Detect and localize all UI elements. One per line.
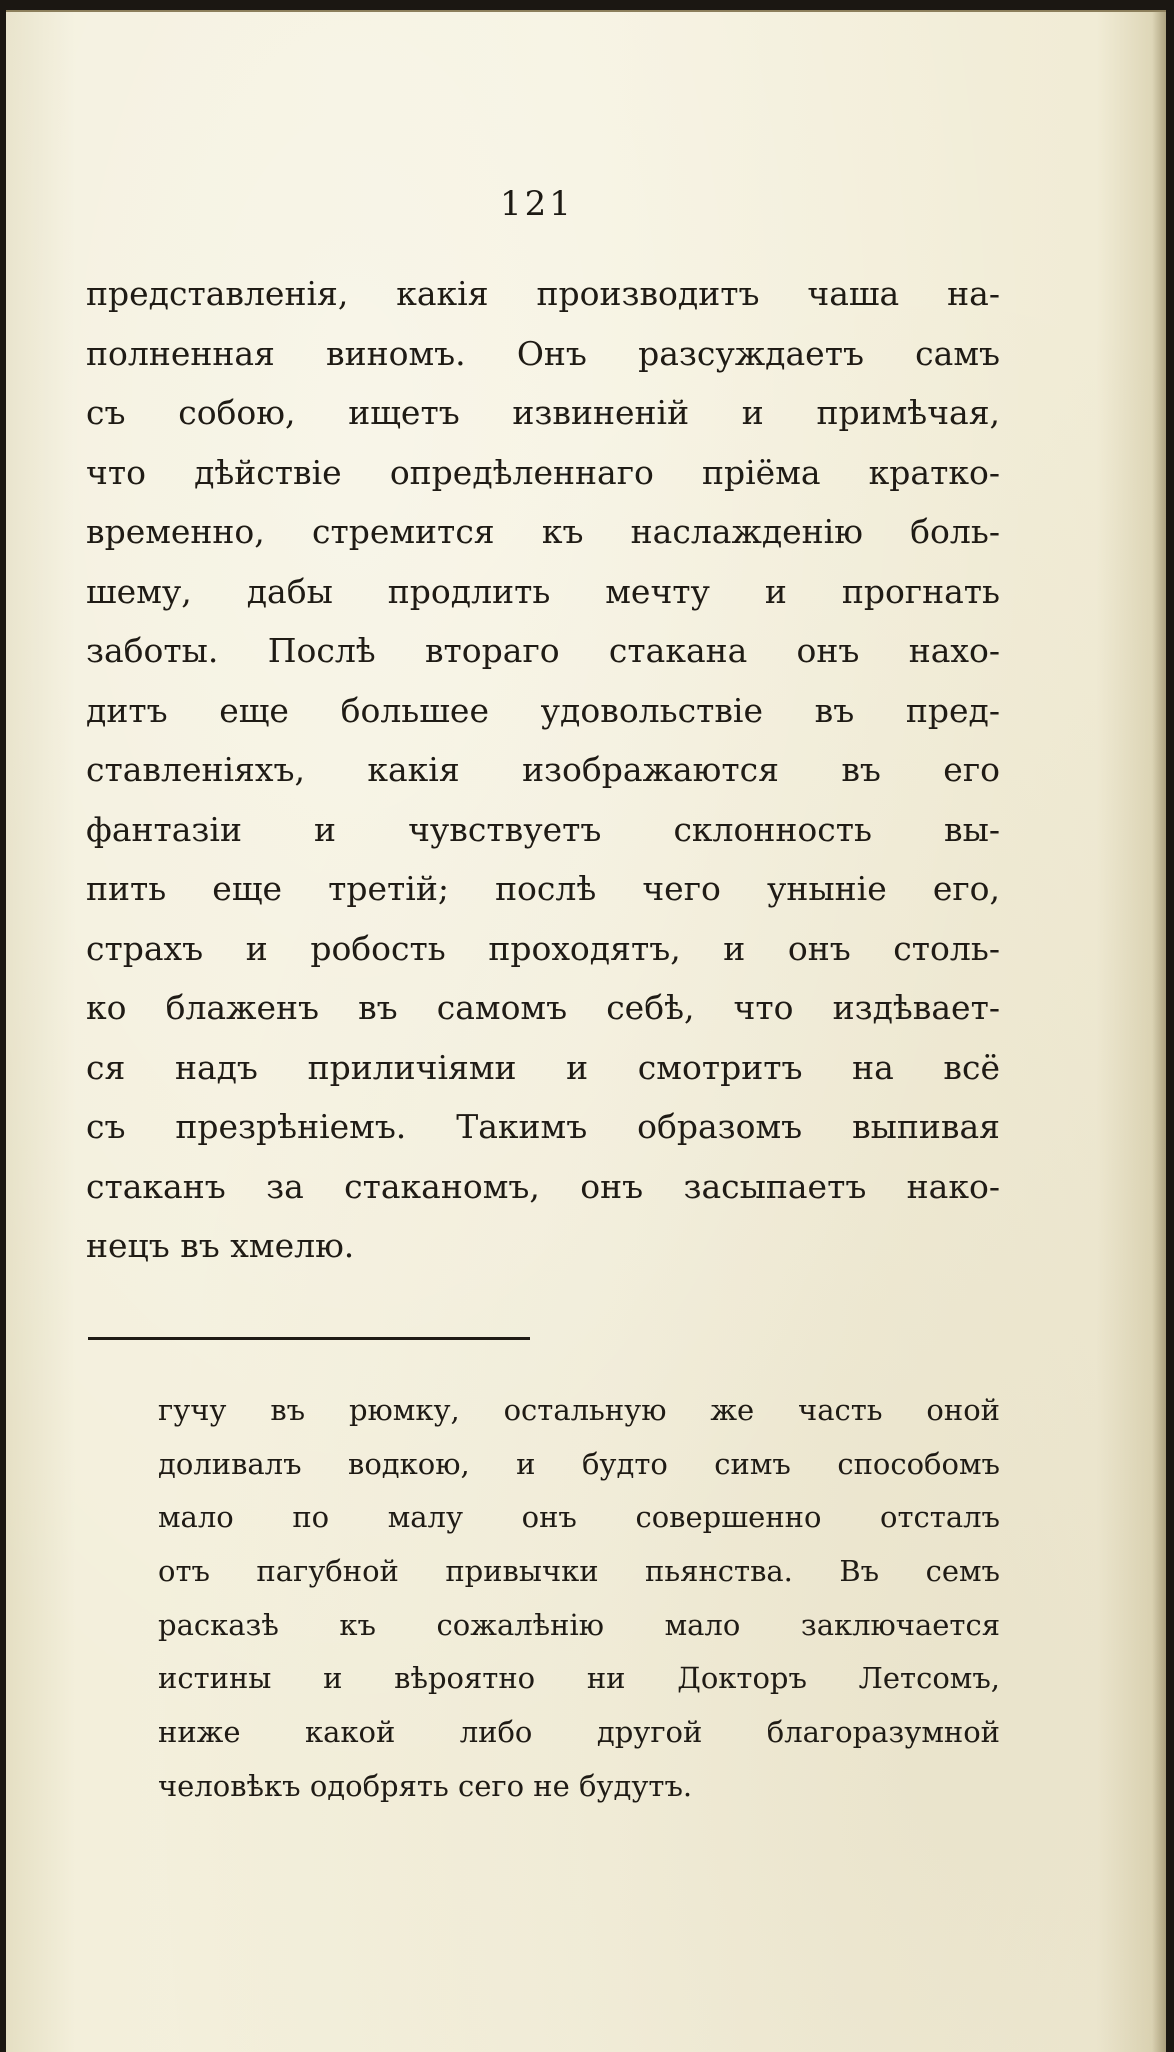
text-line: дитъ еще большее удовольствіе въ пред- [86,690,1000,730]
text-line: съ собою, ищетъ извиненій и примѣчая, [86,393,1000,432]
text-line: ся надъ приличіями и смотритъ на всё [86,1047,1000,1087]
footnote-line: расказѣ къ сожалѣнію мало заключается [158,1607,1000,1642]
footnote-line: истины и вѣроятно ни Докторъ Летсомъ, [158,1661,1000,1696]
text-line: временно, стремится къ наслажденію боль- [86,512,1000,551]
footnote-line: ниже какой либо другой благоразумной [158,1715,1000,1750]
page-number: 121 [500,184,574,224]
text-line: представленія, какія производитъ чаша на- [86,274,1000,313]
text-line: съ презрѣніемъ. Такимъ образомъ выпивая [86,1107,1000,1146]
footnote-line: человѣкъ одобрять сего не будутъ. [158,1768,693,1803]
text-line: пить еще третій; послѣ чего уныніе его, [86,869,1000,908]
text-line: полненная виномъ. Онъ разсуждаетъ самъ [86,333,1000,373]
text-line: шему, дабы продлить мечту и прогнать [86,571,1000,611]
footnote-line: доливалъ водкою, и будто симъ способомъ [158,1446,1000,1481]
main-text-block [86,264,1000,1276]
text-line: фантазіи и чувствуетъ склонность вы- [86,809,1000,849]
text-line: что дѣйствіе опредѣленнаго пріёма кратко- [86,452,1000,492]
text-line: заботы. Послѣ втораго стакана онъ нахо- [86,631,1000,670]
text-line: ставленіяхъ, какія изображаются въ его [86,750,1000,789]
footnote-line: мало по малу онъ совершенно отсталъ [158,1500,1000,1535]
footnote-line: гучу въ рюмку, остальную же часть оной [158,1393,1000,1427]
footnote-separator-rule [88,1337,530,1340]
footnote-line: отъ пагубной привычки пьянства. Въ семъ [158,1554,1000,1589]
text-line: стаканъ за стаканомъ, онъ засыпаетъ нако- [86,1166,1000,1206]
text-line: ко блаженъ въ самомъ себѣ, что издѣвает- [86,988,1000,1027]
book-page [6,10,1166,2052]
page-edge-shadow [1152,12,1166,2052]
text-line: страхъ и робость проходятъ, и онъ столь- [86,928,1000,968]
text-line: нецъ въ хмелю. [86,1226,355,1265]
footnote-block [158,1384,1000,1814]
